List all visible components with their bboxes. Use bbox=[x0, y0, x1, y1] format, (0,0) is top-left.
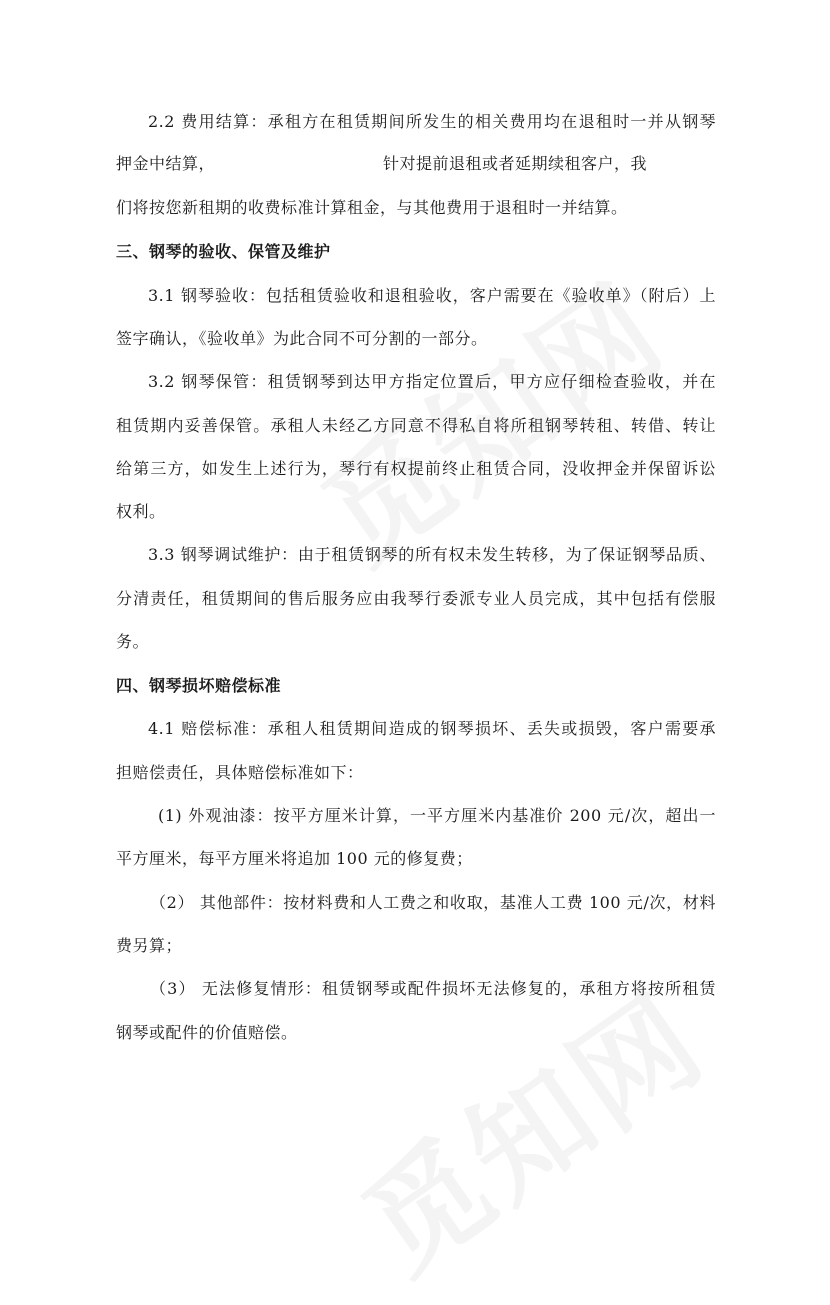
paragraph-line: 们将按您新租期的收费标准计算租金，与其他费用于退租时一并结算。 bbox=[116, 198, 628, 217]
list-item-line: 平方厘米，每平方厘米将追加 100 元的修复费； bbox=[116, 849, 473, 868]
list-item-line: 钢琴或配件的价值赔偿。 bbox=[116, 1023, 298, 1042]
list-item-line: (1) 外观油漆：按平方厘米计算，一平方厘米内基准价 200 元/次，超出一 bbox=[158, 806, 716, 825]
paragraph-line: 3.2 钢琴保管：租赁钢琴到达甲方指定位置后，甲方应仔细检查验收，并在 bbox=[148, 372, 716, 391]
paragraph-line: 3.1 钢琴验收：包括租赁验收和退租验收，客户需要在《验收单》（附后）上 bbox=[148, 286, 716, 305]
paragraph-line: 给第三方，如发生上述行为，琴行有权提前终止租赁合同，没收押金并保留诉讼 bbox=[116, 459, 716, 478]
paragraph-line bbox=[116, 152, 716, 176]
paragraph-text: 针对提前退租或者延期续租客户，我 bbox=[383, 154, 648, 173]
section-heading: 三、钢琴的验收、保管及维护 bbox=[116, 242, 331, 261]
paragraph-line: 2.2 费用结算：承租方在租赁期间所发生的相关费用均在退租时一并从钢琴 bbox=[148, 112, 716, 131]
list-item-line: 费另算； bbox=[116, 936, 183, 955]
paragraph-line: 4.1 赔偿标准：承租人租赁期间造成的钢琴损坏、丢失或损毁，客户需要承 bbox=[148, 719, 716, 738]
paragraph-line: 3.3 钢琴调试维护：由于租赁钢琴的所有权未发生转移，为了保证钢琴品质、 bbox=[148, 545, 716, 564]
paragraph-line: 担赔偿责任，具体赔偿标准如下： bbox=[116, 763, 364, 782]
paragraph-line: 租赁期内妥善保管。承租人未经乙方同意不得私自将所租钢琴转租、转借、转让 bbox=[116, 416, 716, 435]
paragraph-line: 签字确认，《验收单》为此合同不可分割的一部分。 bbox=[116, 329, 488, 348]
list-item-line: （2） 其他部件：按材料费和人工费之和收取，基准人工费 100 元/次，材料 bbox=[150, 893, 716, 912]
list-item-line: （3） 无法修复情形：租赁钢琴或配件损坏无法修复的，承租方将按所租赁 bbox=[150, 979, 716, 998]
paragraph-text: 押金中结算， bbox=[116, 154, 216, 173]
paragraph-line: 权利。 bbox=[116, 502, 166, 521]
paragraph-line: 分清责任，租赁期间的售后服务应由我琴行委派专业人员完成，其中包括有偿服 bbox=[116, 589, 716, 608]
section-heading: 四、钢琴损坏赔偿标准 bbox=[116, 676, 282, 695]
paragraph-line: 务。 bbox=[116, 632, 150, 651]
